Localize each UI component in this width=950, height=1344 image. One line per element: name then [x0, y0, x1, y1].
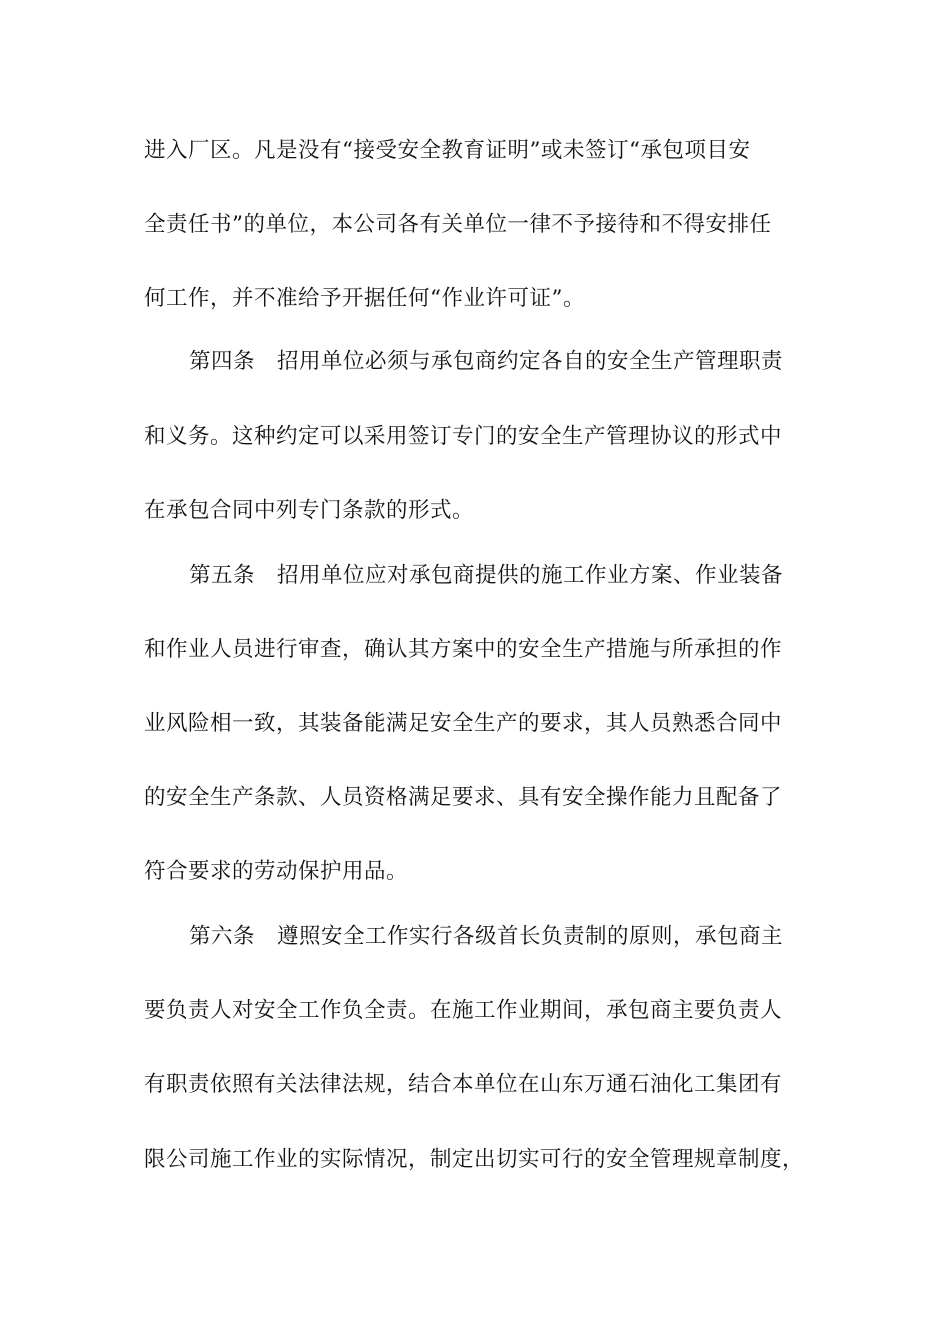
article-6-heading-line: 第六条 遵照安全工作实行各级首长负责制的原则，承包商主 — [189, 924, 784, 949]
text-line-8: 和作业人员进行审查，确认其方案中的安全生产措施与所承担的作 — [144, 637, 783, 662]
article-5-heading-line: 第五条 招用单位应对承包商提供的施工作业方案、作业装备 — [189, 563, 784, 588]
text-line-1: 进入厂区。凡是没有“接受安全教育证明”或未签订“承包项目安 — [144, 138, 751, 163]
text-line-3: 何工作，并不准给予开据任何“作业许可证”。 — [144, 286, 585, 311]
text-line-10: 的安全生产条款、人员资格满足要求、具有安全操作能力且配备了 — [144, 785, 783, 810]
text-line-6: 在承包合同中列专门条款的形式。 — [144, 498, 475, 523]
text-line-5: 和义务。这种约定可以采用签订专门的安全生产管理协议的形式中 — [144, 424, 783, 449]
text-line-9: 业风险相一致，其装备能满足安全生产的要求，其人员熟悉合同中 — [144, 711, 783, 736]
text-line-15: 限公司施工作业的实际情况，制定出切实可行的安全管理规章制度， — [144, 1147, 805, 1172]
text-line-14: 有职责依照有关法律法规，结合本单位在山东万通石油化工集团有 — [144, 1072, 783, 1097]
text-line-11: 符合要求的劳动保护用品。 — [144, 859, 409, 884]
text-line-2: 全责任书”的单位，本公司各有关单位一律不予接待和不得安排任 — [144, 212, 772, 237]
text-line-13: 要负责人对安全工作负全责。在施工作业期间，承包商主要负责人 — [144, 998, 783, 1023]
article-4-heading-line: 第四条 招用单位必须与承包商约定各自的安全生产管理职责 — [189, 349, 784, 374]
